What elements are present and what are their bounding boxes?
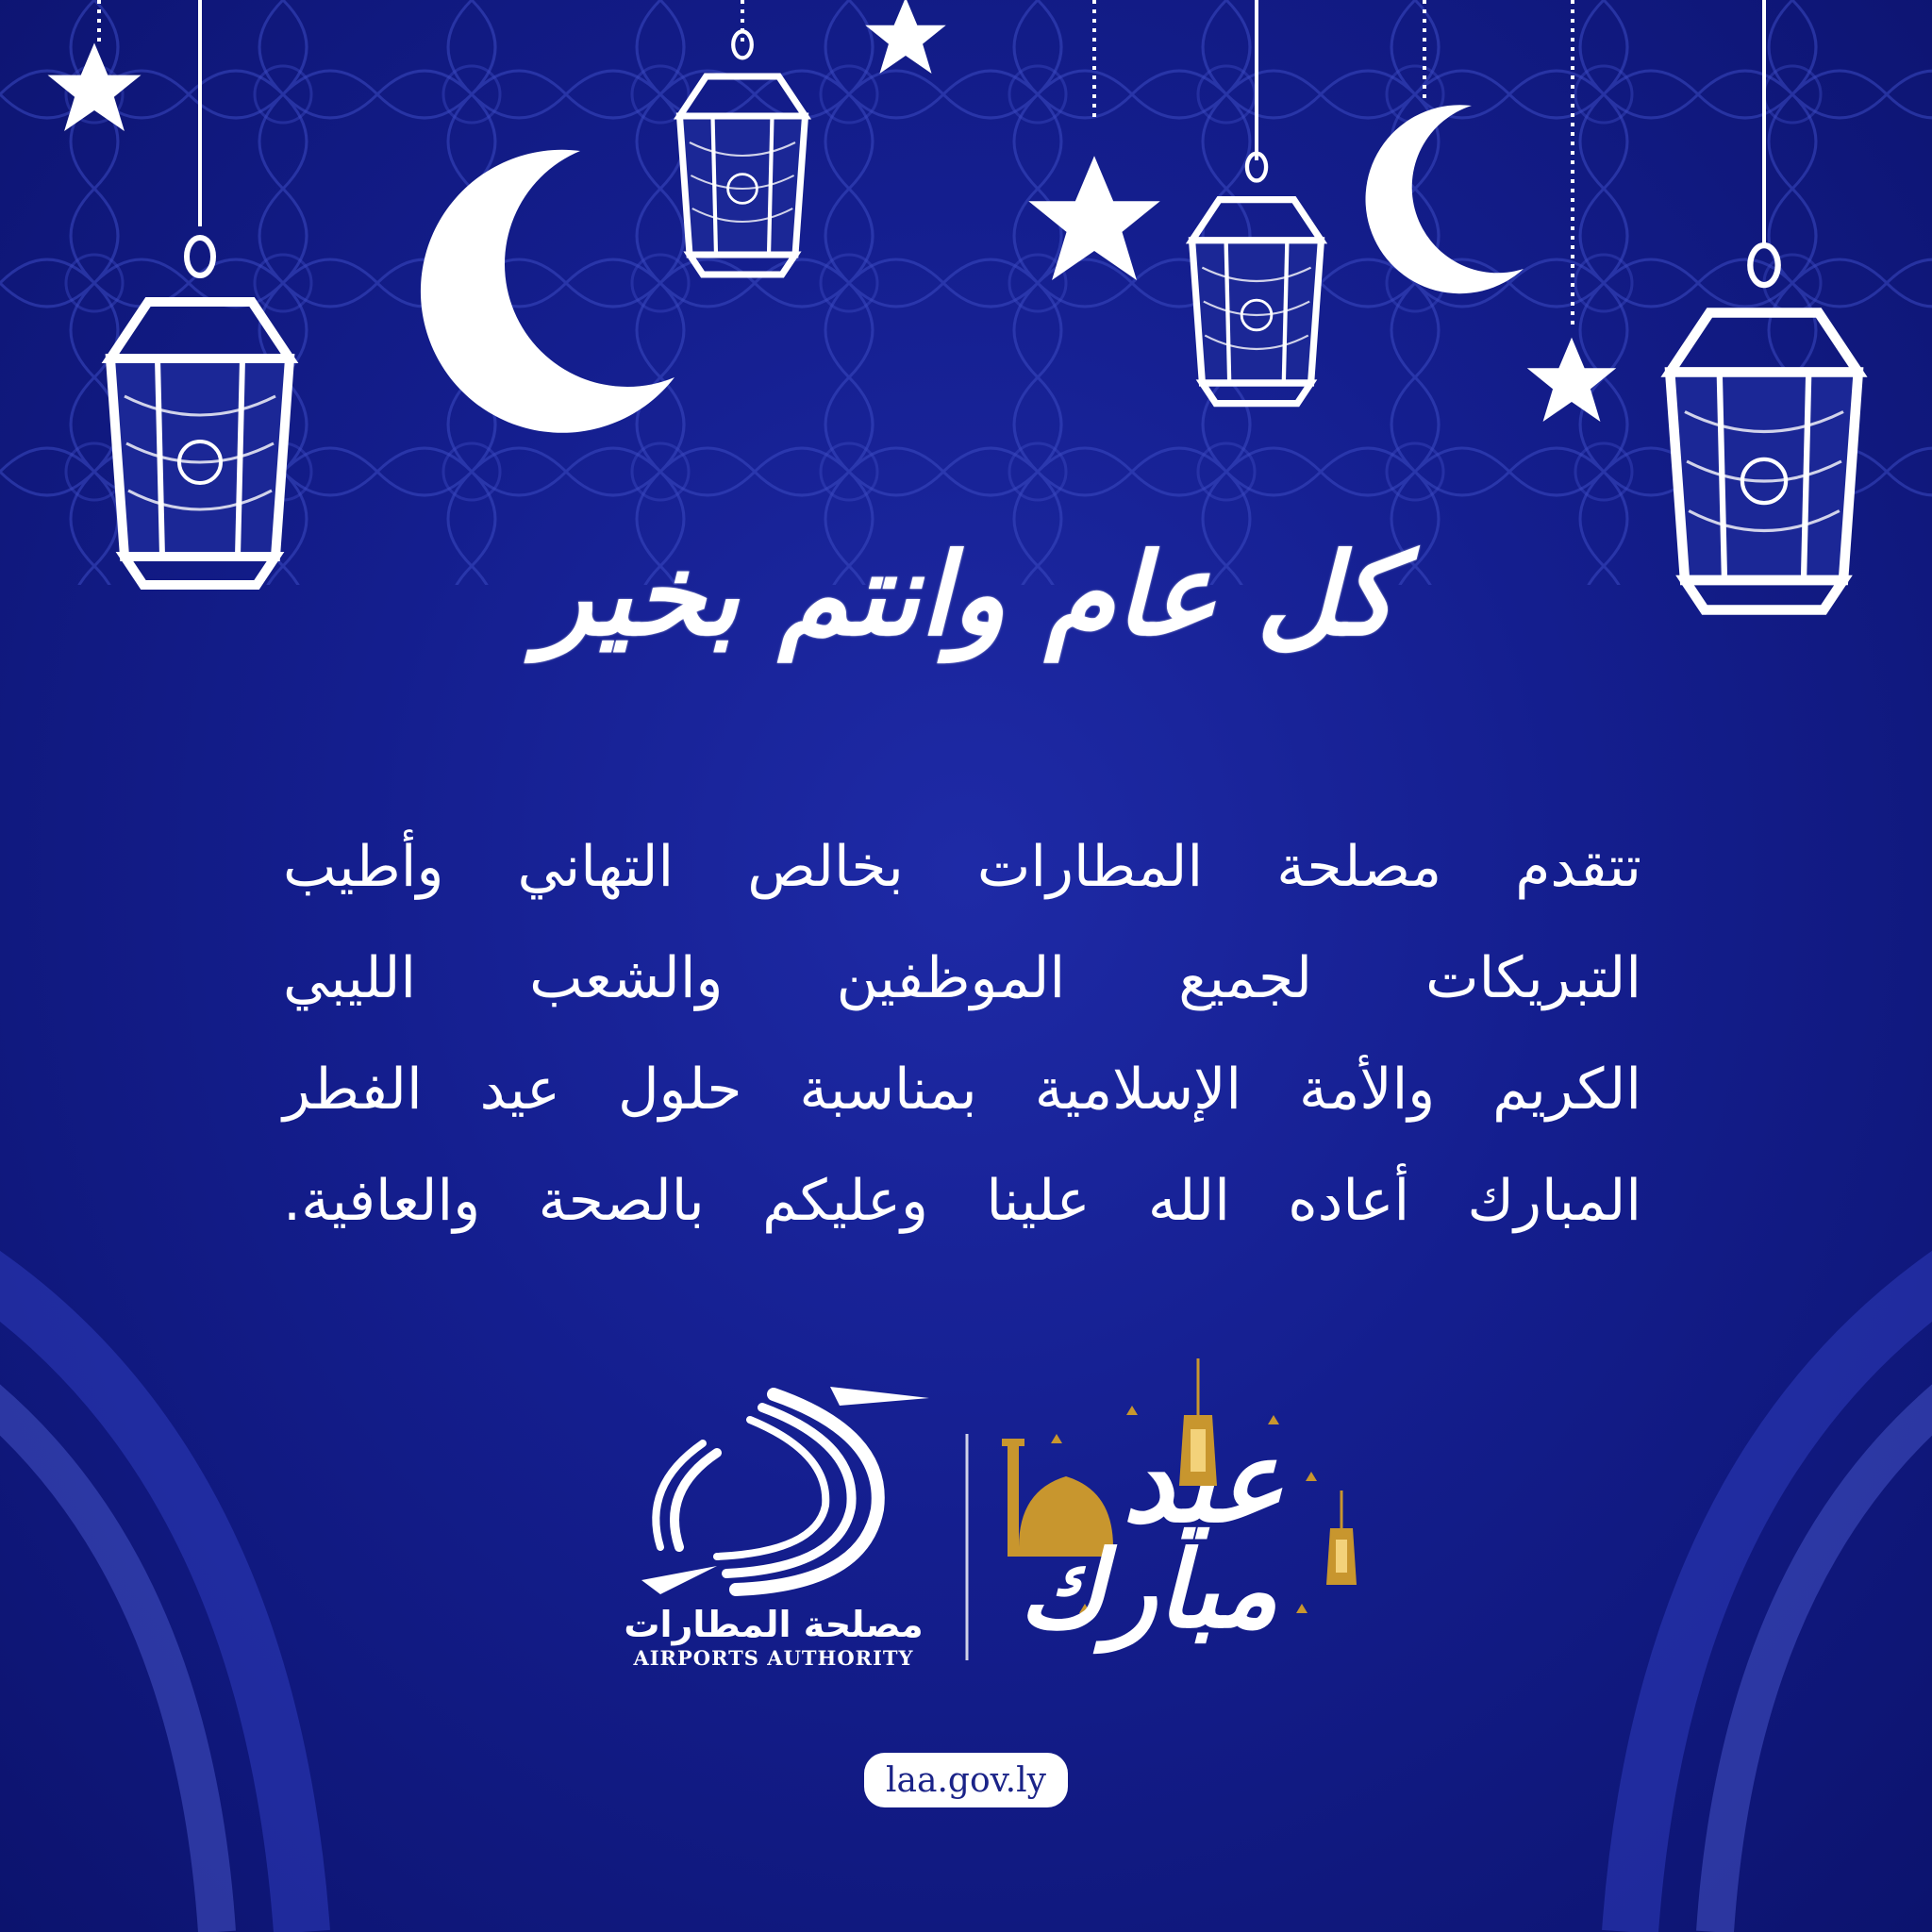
- message-line: المبارك أعاده الله علينا وعليكم بالصحة والعافية.: [283, 1168, 1641, 1234]
- logo-name-english: AIRPORTS AUTHORITY: [633, 1646, 914, 1670]
- message-line: الكريم والأمة الإسلامية بمناسبة حلول عيد الفطر: [283, 1057, 1641, 1123]
- eid-mubarak-word-eid: عيد: [1123, 1415, 1284, 1548]
- website-url[interactable]: laa.gov.ly: [864, 1753, 1068, 1807]
- airports-authority-swoosh-icon: [641, 1387, 929, 1594]
- greeting-message: [283, 811, 1641, 1257]
- logo-name-arabic: مصلحة المطارات: [624, 1604, 924, 1645]
- greeting-headline: كل عام وانتم بخير: [538, 527, 1396, 661]
- message-line: تتقدم مصلحة المطارات بخالص التهاني وأطيب: [283, 834, 1641, 900]
- eid-mubarak-word-mubarak: مبارك: [1019, 1528, 1278, 1652]
- message-line: التبريكات لجميع الموظفين والشعب الليبي: [283, 945, 1641, 1011]
